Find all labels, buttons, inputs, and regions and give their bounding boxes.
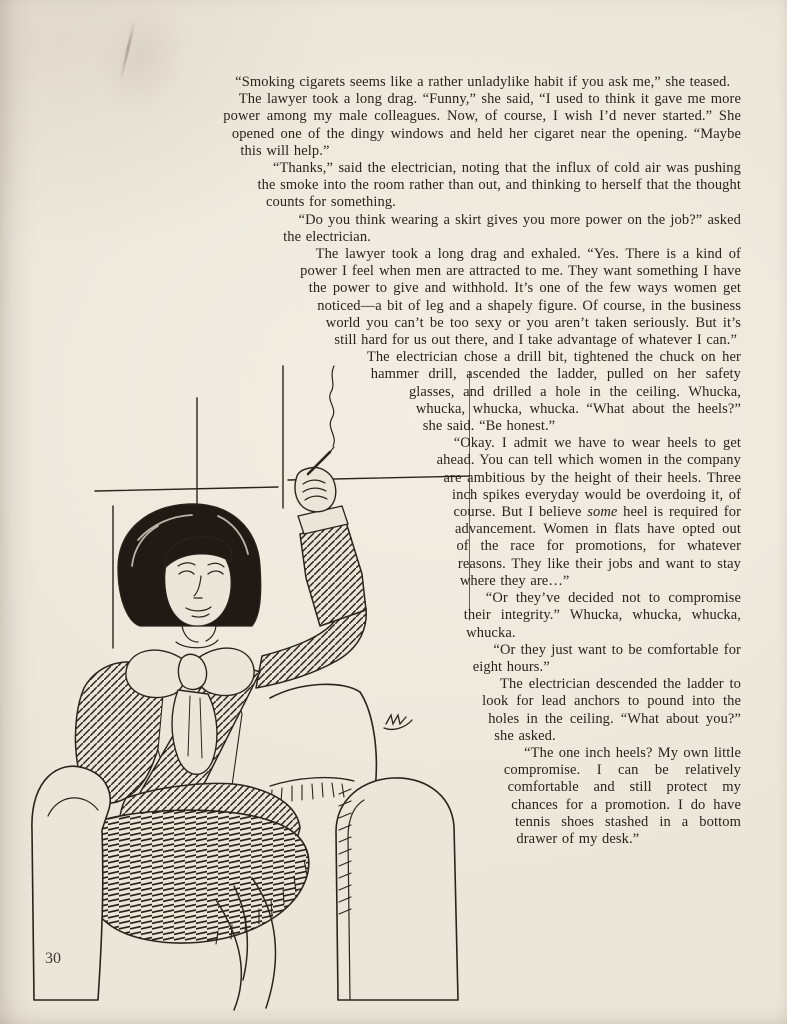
italic-word: some — [587, 504, 618, 521]
paragraph: “Or they’ve decided not to compromise their integrity.” Whucka, whucka, whucka, whucka. — [463, 590, 741, 641]
paragraph: “Smoking cigarets seems like a rather unladylike habit if you ask me,” she teased. — [235, 74, 731, 90]
paragraph: The electrician chose a drill bit, tightened the chuck on her hammer drill, ascended the ladder, pulled on her safety glasses, and drilled a hole in the ceiling. Whucka, whucka, whucka, whucka. “What about the heels?” she said. “Be honest.” — [366, 349, 741, 435]
paper-crease-smudge — [85, 0, 197, 127]
body-text-column — [195, 74, 741, 979]
earring — [152, 586, 160, 594]
paragraph: “Do you think wearing a skirt gives you more power on the job?” asked the electrician. — [283, 211, 741, 245]
paragraph: “Or they just want to be comfortable for eight hours.” — [472, 641, 741, 675]
paragraph-text: “Okay. I admit we have to wear heels to get ahead. You can tell which women in the company are ambitious by the height of their heels. Three inch spikes everyday would be overdoing it, of course. But I believe — [436, 435, 741, 521]
paragraph: The lawyer took a long drag. “Funny,” she said, “I used to think it gave me more power among my male colleagues. Now, of course, I wish I’d never started.” She opened one of the dingy windows and held her cigaret near the opening. “Maybe this will help.” — [223, 91, 741, 159]
paragraph: “Thanks,” said the electrician, noting that the influx of cold air was pushing the smoke into the room rather than out, and thinking to herself that the thought counts for something. — [257, 160, 741, 211]
page-number: 30 — [45, 950, 61, 967]
paragraph-text: heel is required for advancement. Women in flats have opted out of the race for promotions, for whatever reasons. They like their jobs and want to stay where they are…” — [454, 504, 741, 589]
paragraph: The lawyer took a long drag and exhaled. “Yes. There is a kind of power I feel when men are attracted to me. They want something I have the power to give and withhold. It’s one of the few ways women get noticed—a bit of leg and a shapely figure. Of course, in the business world you can’t be too sexy or you aren’t taken seriously. But it’s still hard for us out there, and I take advantage of whatever I can.” — [300, 246, 741, 349]
paragraph: The electrician descended the ladder to look for lead anchors to pound into the holes in the ceiling. “What about you?” she asked. — [482, 676, 741, 744]
paragraph: “The one inch heels? My own little compromise. I can be relatively comfortable and still protect my chances for a promotion. I do have tennis shoes stashed in a bottom drawer of my desk.” — [503, 744, 741, 847]
armchair-left-arm — [32, 766, 110, 1000]
